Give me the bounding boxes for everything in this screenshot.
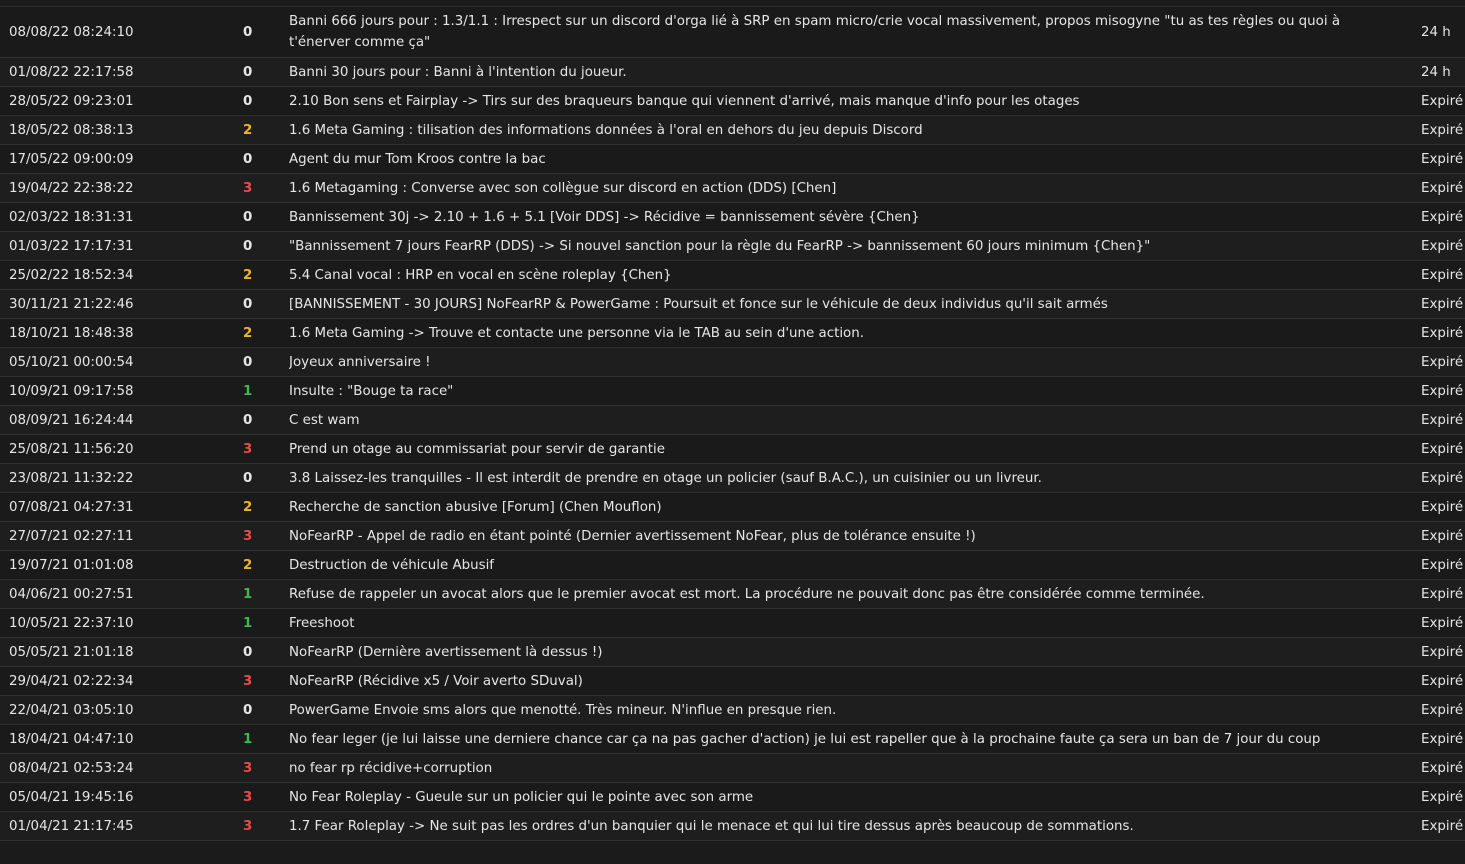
sanction-reason: Bannissement 30j -> 2.10 + 1.6 + 5.1 [Voir DDS] -> Récidive = bannissement sévère {Chen} — [289, 203, 1408, 232]
sanction-date: 08/08/22 08:24:10 — [0, 7, 243, 58]
sanction-date: 25/08/21 11:56:20 — [0, 435, 243, 464]
table-row[interactable] — [0, 522, 1465, 551]
sanction-status: Expiré — [1408, 232, 1465, 261]
sanction-date: 18/10/21 18:48:38 — [0, 319, 243, 348]
sanction-status: 24 h — [1408, 7, 1465, 58]
sanction-reason: Joyeux anniversaire ! — [289, 348, 1408, 377]
sanction-date: 23/08/21 11:32:22 — [0, 464, 243, 493]
sanction-reason: Prend un otage au commissariat pour servir de garantie — [289, 435, 1408, 464]
sanction-status: Expiré — [1408, 580, 1465, 609]
table-row[interactable] — [0, 696, 1465, 725]
sanction-reason: Recherche de sanction abusive [Forum] (Chen Mouflon) — [289, 493, 1408, 522]
sanctions-table-body — [0, 7, 1465, 841]
sanction-reason: Agent du mur Tom Kroos contre la bac — [289, 145, 1408, 174]
sanction-status: Expiré — [1408, 551, 1465, 580]
table-row[interactable] — [0, 203, 1465, 232]
sanction-reason: 1.7 Fear Roleplay -> Ne suit pas les ordres d'un banquier qui le menace et qui lui tire dessus après beaucoup de sommations. — [289, 812, 1408, 841]
sanction-level: 0 — [243, 696, 289, 725]
table-row[interactable] — [0, 116, 1465, 145]
table-row[interactable] — [0, 87, 1465, 116]
table-row[interactable] — [0, 754, 1465, 783]
sanction-status: Expiré — [1408, 203, 1465, 232]
sanction-level: 2 — [243, 261, 289, 290]
sanction-reason: 3.8 Laissez-les tranquilles - Il est interdit de prendre en otage un policier (sauf B.A.C.), un cuisinier ou un livreur. — [289, 464, 1408, 493]
sanction-reason: NoFearRP - Appel de radio en étant pointé (Dernier avertissement NoFear, plus de tolérance ensuite !) — [289, 522, 1408, 551]
table-row[interactable] — [0, 609, 1465, 638]
table-row[interactable] — [0, 551, 1465, 580]
sanction-level: 0 — [243, 406, 289, 435]
sanction-date: 27/07/21 02:27:11 — [0, 522, 243, 551]
table-row[interactable] — [0, 638, 1465, 667]
sanction-date: 01/04/21 21:17:45 — [0, 812, 243, 841]
table-row[interactable] — [0, 783, 1465, 812]
table-row[interactable] — [0, 261, 1465, 290]
sanction-date: 05/05/21 21:01:18 — [0, 638, 243, 667]
sanction-date: 17/05/22 09:00:09 — [0, 145, 243, 174]
sanction-reason: NoFearRP (Récidive x5 / Voir averto SDuval) — [289, 667, 1408, 696]
sanction-level: 3 — [243, 522, 289, 551]
sanction-status: Expiré — [1408, 667, 1465, 696]
sanction-reason: 5.4 Canal vocal : HRP en vocal en scène roleplay {Chen} — [289, 261, 1408, 290]
sanction-level: 1 — [243, 725, 289, 754]
sanction-status: Expiré — [1408, 696, 1465, 725]
sanction-reason: Refuse de rappeler un avocat alors que le premier avocat est mort. La procédure ne pouvait donc pas être considérée comme terminée. — [289, 580, 1408, 609]
sanction-status: Expiré — [1408, 406, 1465, 435]
sanction-date: 04/06/21 00:27:51 — [0, 580, 243, 609]
sanction-status: Expiré — [1408, 754, 1465, 783]
sanction-level: 0 — [243, 290, 289, 319]
sanction-status: 24 h — [1408, 58, 1465, 87]
sanction-level: 3 — [243, 783, 289, 812]
sanction-reason: Freeshoot — [289, 609, 1408, 638]
sanction-date: 18/05/22 08:38:13 — [0, 116, 243, 145]
sanction-status: Expiré — [1408, 493, 1465, 522]
sanction-level: 1 — [243, 609, 289, 638]
table-row[interactable] — [0, 725, 1465, 754]
sanction-reason: Destruction de véhicule Abusif — [289, 551, 1408, 580]
sanction-status: Expiré — [1408, 116, 1465, 145]
sanction-date: 05/04/21 19:45:16 — [0, 783, 243, 812]
sanction-level: 0 — [243, 348, 289, 377]
sanction-level: 0 — [243, 464, 289, 493]
sanction-date: 02/03/22 18:31:31 — [0, 203, 243, 232]
sanction-status: Expiré — [1408, 812, 1465, 841]
top-spacer — [0, 0, 1465, 7]
table-row[interactable] — [0, 7, 1465, 58]
sanction-level: 0 — [243, 232, 289, 261]
sanction-status: Expiré — [1408, 87, 1465, 116]
sanction-level: 3 — [243, 754, 289, 783]
sanction-status: Expiré — [1408, 290, 1465, 319]
sanction-level: 3 — [243, 174, 289, 203]
table-row[interactable] — [0, 464, 1465, 493]
table-row[interactable] — [0, 377, 1465, 406]
table-row[interactable] — [0, 580, 1465, 609]
sanction-reason: 2.10 Bon sens et Fairplay -> Tirs sur des braqueurs banque qui viennent d'arrivé, mais manque d'info pour les otages — [289, 87, 1408, 116]
sanction-date: 08/04/21 02:53:24 — [0, 754, 243, 783]
sanction-reason: Banni 666 jours pour : 1.3/1.1 : Irrespect sur un discord d'orga lié à SRP en spam micro/crie vocal massivement, propos misogyne "tu as tes règles ou quoi à t'énerver comme ça" — [289, 7, 1408, 58]
sanction-reason: no fear rp récidive+corruption — [289, 754, 1408, 783]
table-row[interactable] — [0, 58, 1465, 87]
sanction-status: Expiré — [1408, 348, 1465, 377]
sanction-date: 25/02/22 18:52:34 — [0, 261, 243, 290]
table-row[interactable] — [0, 667, 1465, 696]
sanction-status: Expiré — [1408, 725, 1465, 754]
sanction-level: 2 — [243, 319, 289, 348]
sanction-date: 08/09/21 16:24:44 — [0, 406, 243, 435]
sanction-reason: [BANNISSEMENT - 30 JOURS] NoFearRP & PowerGame : Poursuit et fonce sur le véhicule de deux individus qu'il sait armés — [289, 290, 1408, 319]
sanction-reason: 1.6 Meta Gaming -> Trouve et contacte une personne via le TAB au sein d'une action. — [289, 319, 1408, 348]
table-row[interactable] — [0, 812, 1465, 841]
sanction-status: Expiré — [1408, 377, 1465, 406]
sanction-date: 10/09/21 09:17:58 — [0, 377, 243, 406]
sanction-reason: PowerGame Envoie sms alors que menotté. Très mineur. N'influe en presque rien. — [289, 696, 1408, 725]
sanction-date: 29/04/21 02:22:34 — [0, 667, 243, 696]
sanction-reason: 1.6 Metagaming : Converse avec son collègue sur discord en action (DDS) [Chen] — [289, 174, 1408, 203]
sanction-status: Expiré — [1408, 435, 1465, 464]
sanction-status: Expiré — [1408, 464, 1465, 493]
table-row[interactable] — [0, 232, 1465, 261]
sanction-date: 10/05/21 22:37:10 — [0, 609, 243, 638]
sanction-reason: Banni 30 jours pour : Banni à l'intention du joueur. — [289, 58, 1408, 87]
sanction-date: 07/08/21 04:27:31 — [0, 493, 243, 522]
table-row[interactable] — [0, 435, 1465, 464]
sanction-level: 0 — [243, 145, 289, 174]
table-row[interactable] — [0, 145, 1465, 174]
sanction-level: 3 — [243, 812, 289, 841]
sanction-reason: "Bannissement 7 jours FearRP (DDS) -> Si nouvel sanction pour la règle du FearRP -> bannissement 60 jours minimum {Chen}" — [289, 232, 1408, 261]
sanction-status: Expiré — [1408, 261, 1465, 290]
sanction-date: 18/04/21 04:47:10 — [0, 725, 243, 754]
sanction-status: Expiré — [1408, 638, 1465, 667]
table-row[interactable] — [0, 348, 1465, 377]
sanction-level: 0 — [243, 638, 289, 667]
sanction-level: 2 — [243, 493, 289, 522]
sanction-level: 0 — [243, 203, 289, 232]
sanction-reason: No Fear Roleplay - Gueule sur un policier qui le pointe avec son arme — [289, 783, 1408, 812]
sanction-level: 3 — [243, 435, 289, 464]
sanction-date: 05/10/21 00:00:54 — [0, 348, 243, 377]
table-row[interactable] — [0, 174, 1465, 203]
sanction-date: 01/08/22 22:17:58 — [0, 58, 243, 87]
sanction-reason: 1.6 Meta Gaming : tilisation des informations données à l'oral en dehors du jeu depuis Discord — [289, 116, 1408, 145]
sanction-status: Expiré — [1408, 609, 1465, 638]
sanction-date: 19/07/21 01:01:08 — [0, 551, 243, 580]
sanction-date: 30/11/21 21:22:46 — [0, 290, 243, 319]
sanction-level: 2 — [243, 116, 289, 145]
sanction-date: 19/04/22 22:38:22 — [0, 174, 243, 203]
sanction-level: 2 — [243, 551, 289, 580]
sanction-level: 1 — [243, 580, 289, 609]
sanction-reason: NoFearRP (Dernière avertissement là dessus !) — [289, 638, 1408, 667]
table-row[interactable] — [0, 406, 1465, 435]
sanction-date: 01/03/22 17:17:31 — [0, 232, 243, 261]
sanction-date: 22/04/21 03:05:10 — [0, 696, 243, 725]
sanctions-table — [0, 7, 1465, 841]
sanction-level: 0 — [243, 87, 289, 116]
sanction-level: 0 — [243, 7, 289, 58]
sanction-status: Expiré — [1408, 783, 1465, 812]
sanction-level: 0 — [243, 58, 289, 87]
sanction-status: Expiré — [1408, 174, 1465, 203]
table-row[interactable] — [0, 493, 1465, 522]
sanction-status: Expiré — [1408, 145, 1465, 174]
sanction-status: Expiré — [1408, 319, 1465, 348]
sanction-reason: No fear leger (je lui laisse une derniere chance car ça na pas gacher d'action) je lui est rapeller que à la prochaine faute ça sera un ban de 7 jour du coup — [289, 725, 1408, 754]
sanction-level: 3 — [243, 667, 289, 696]
table-row[interactable] — [0, 319, 1465, 348]
sanction-level: 1 — [243, 377, 289, 406]
table-row[interactable] — [0, 290, 1465, 319]
sanction-status: Expiré — [1408, 522, 1465, 551]
sanction-reason: Insulte : "Bouge ta race" — [289, 377, 1408, 406]
sanction-date: 28/05/22 09:23:01 — [0, 87, 243, 116]
sanction-reason: C est wam — [289, 406, 1408, 435]
